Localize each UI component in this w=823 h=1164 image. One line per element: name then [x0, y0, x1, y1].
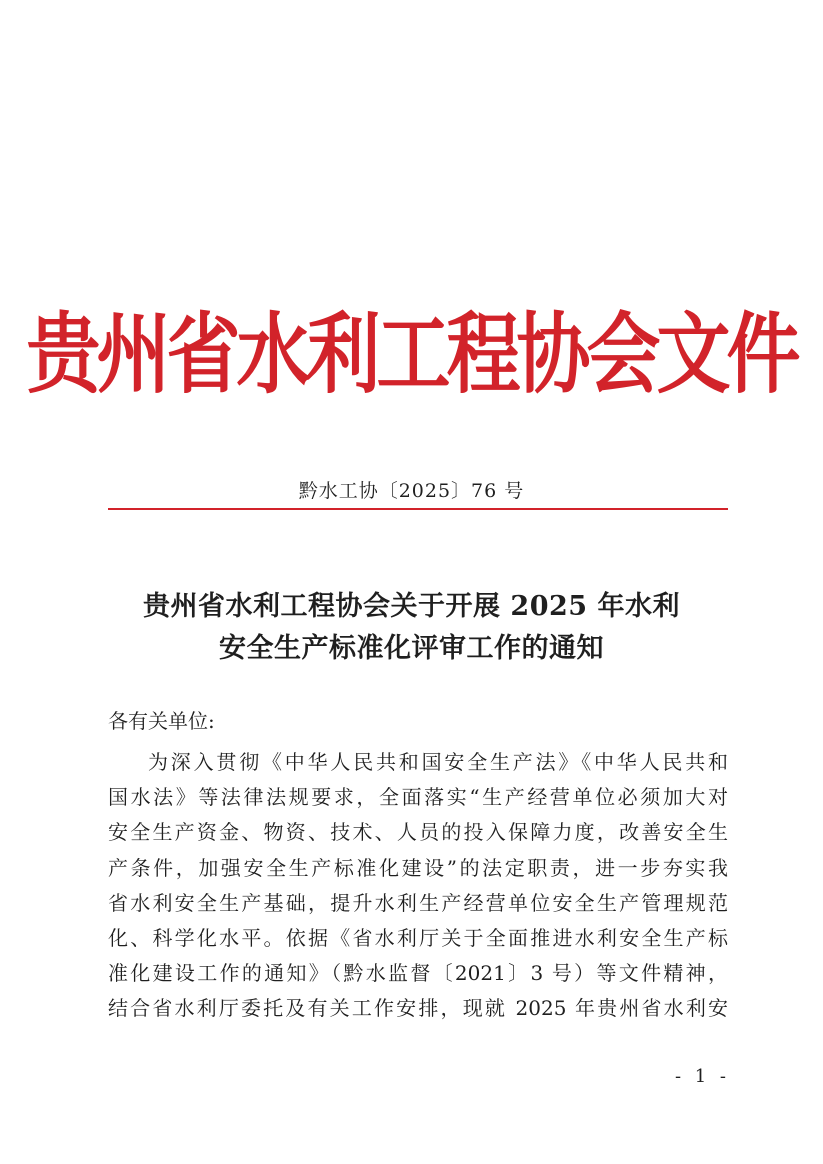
body-line: 结合省水利厅委托及有关工作安排，现就 2025 年贵州省水利安	[108, 996, 728, 1021]
body-line: 产条件，加强安全生产标准化建设”的法定职责，进一步夯实我	[108, 855, 728, 880]
body-line: 安全生产资金、物资、技术、人员的投入保障力度，改善安全生	[108, 820, 728, 845]
body-paragraph	[108, 745, 728, 1027]
body-line: 化、科学化水平。依据《省水利厅关于全面推进水利安全生产标	[108, 926, 728, 951]
body-line: 省水利安全生产基础，提升水利生产经营单位安全生产管理规范	[108, 890, 728, 915]
org-header-title: 贵州省水利工程协会文件	[26, 304, 797, 406]
body-line: 准化建设工作的通知》（黔水监督〔2021〕3 号）等文件精神，	[108, 961, 728, 986]
document-title	[0, 586, 823, 670]
red-divider-line	[108, 508, 728, 510]
body-line: 为深入贯彻《中华人民共和国安全生产法》《中华人民共和	[148, 750, 728, 774]
document-number: 黔水工协〔2025〕76 号	[298, 480, 525, 502]
page-number: - 1 -	[674, 1066, 730, 1087]
document-title-line-1: 贵州省水利工程协会关于开展 2025 年水利	[143, 591, 680, 622]
salutation: 各有关单位:	[108, 709, 215, 733]
document-title-line-2: 安全生产标准化评审工作的通知	[219, 633, 604, 664]
body-line: 国水法》等法律法规要求，全面落实“生产经营单位必须加大对	[108, 785, 728, 810]
